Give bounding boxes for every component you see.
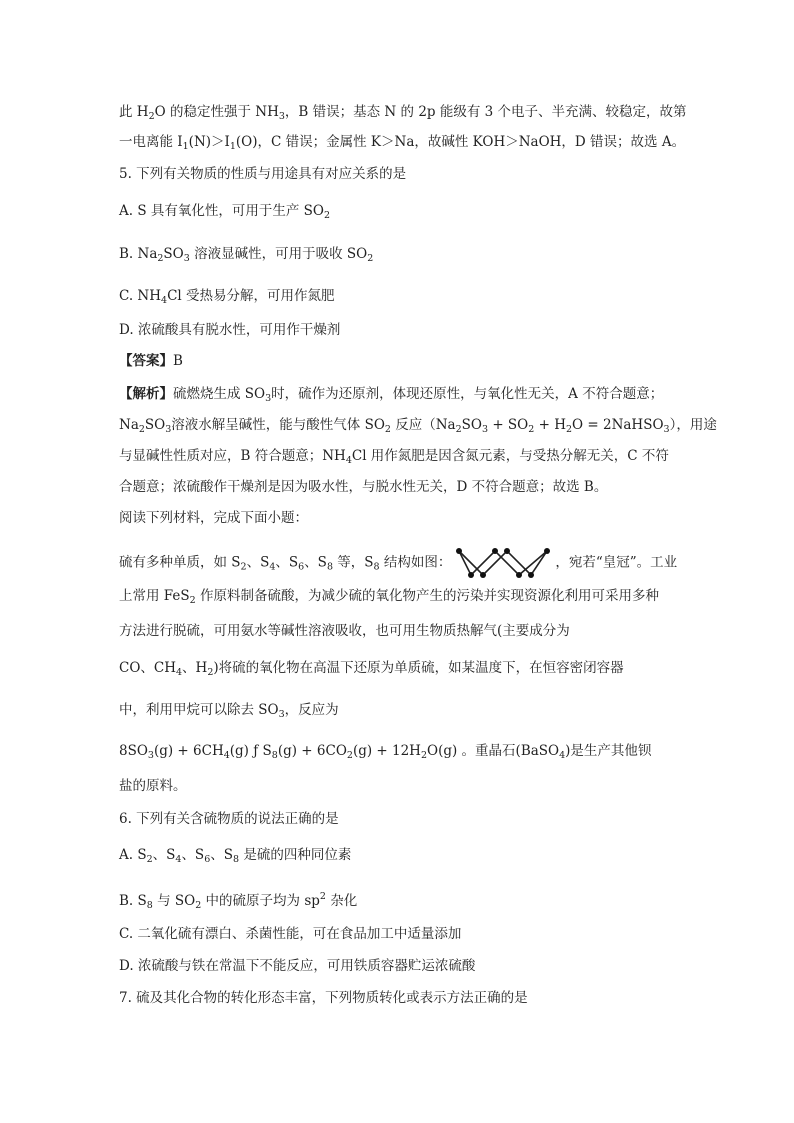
q5-analysis-line-1: 【解析】硫燃烧生成 $SO_3$时，硫作为还原剂，体现还原性，与氧化性无关，A 不符合题意； xyxy=(119,386,664,404)
reading-line-1: 硫有多种单质，如 $S_2$、$S_4$、$S_6$、$S_8$ 等，$S_8$ 结构如图： ，宛若“皇冠”。工业 xyxy=(119,545,677,581)
q5-stem: 5. 下列有关物质的性质与用途具有对应关系的是 xyxy=(119,166,407,182)
reading-line-5: 中，利用甲烷可以除去 $SO_3$，反应为 xyxy=(119,702,339,720)
q5-analysis-line-3: 与显碱性性质对应，B 符合题意；$NH_4Cl$ 用作氮肥是因含氮元素，与受热分解无关，C 不符 xyxy=(119,448,669,466)
q6-option-c: C. 二氧化硫有漂白、杀菌性能，可在食品加工中适量添加 xyxy=(119,926,462,942)
reading-line-3: 方法进行脱硫，可用氨水等碱性溶液吸收，也可用生物质热解气(主要成分为 xyxy=(119,623,570,639)
reaction-equation-line: $8SO_3(g) + 6CH_4(g)$ ƒ $S_8(g) + 6CO_2(g) + 12H_2O(g)$ 。重晶石(BaSO$_4$)是生产其他钡 xyxy=(119,743,652,761)
text-line-1: 此 $H_2O$ 的稳定性强于 $NH_3$，B 错误；基态 N 的 2p 能级有 3 个电子、半充满、较稳定，故第 xyxy=(119,104,687,122)
q6-option-b: B. $S_8$ 与 $SO_2$ 中的硫原子均为 $sp^2$ 杂化 xyxy=(119,891,358,911)
reading-line-2: 上常用 FeS$_2$ 作原料制备硫酸，为减少硫的氧化物产生的污染并实现资源化利用可采用多种 xyxy=(119,588,660,606)
text-line-2: 一电离能 $I_1(N)>I_1(O)$，C 错误；金属性 K＞Na，故碱性 KOH＞NaOH，D 错误；故选 A。 xyxy=(119,134,686,152)
q6-option-d: D. 浓硫酸与铁在常温下不能反应，可用铁质容器贮运浓硫酸 xyxy=(119,958,476,974)
q5-option-a: A. S 具有氧化性，可用于生产 $SO_2$ xyxy=(119,203,331,221)
q5-analysis-line-2: $Na_2SO_3$溶液水解呈碱性，能与酸性气体 $SO_2$ 反应（$Na_2SO_3 + SO_2 + H_2O$ = 2NaHSO$_3$），用途 xyxy=(119,417,717,435)
q5-option-c: C. $NH_4Cl$ 受热易分解，可用作氮肥 xyxy=(119,288,335,306)
q7-stem: 7. 硫及其化合物的转化形态丰富，下列物质转化或表示方法正确的是 xyxy=(119,990,528,1006)
s8-crown-structure-figure xyxy=(455,545,551,581)
q5-option-d: D. 浓硫酸具有脱水性，可用作干燥剂 xyxy=(119,322,341,338)
q5-option-b: B. $Na_2SO_3$ 溶液显碱性，可用于吸收 $SO_2$ xyxy=(119,246,374,264)
q6-option-a: A. $S_2$、$S_4$、$S_6$、$S_8$ 是硫的四种同位素 xyxy=(119,847,352,865)
reading-line-7: 盐的原料。 xyxy=(119,778,187,794)
q6-stem: 6. 下列有关含硫物质的说法正确的是 xyxy=(119,811,339,827)
q5-analysis-line-4: 合题意；浓硫酸作干燥剂是因为吸水性，与脱水性无关，D 不符合题意；故选 B。 xyxy=(119,479,608,495)
reading-line-4: CO、$CH_4$、$H_2$)将硫的氧化物在高温下还原为单质硫，如某温度下，在恒容密闭容器 xyxy=(119,660,624,678)
reading-intro: 阅读下列材料，完成下面小题： xyxy=(119,510,308,526)
q5-answer: 【答案】B xyxy=(119,353,183,369)
